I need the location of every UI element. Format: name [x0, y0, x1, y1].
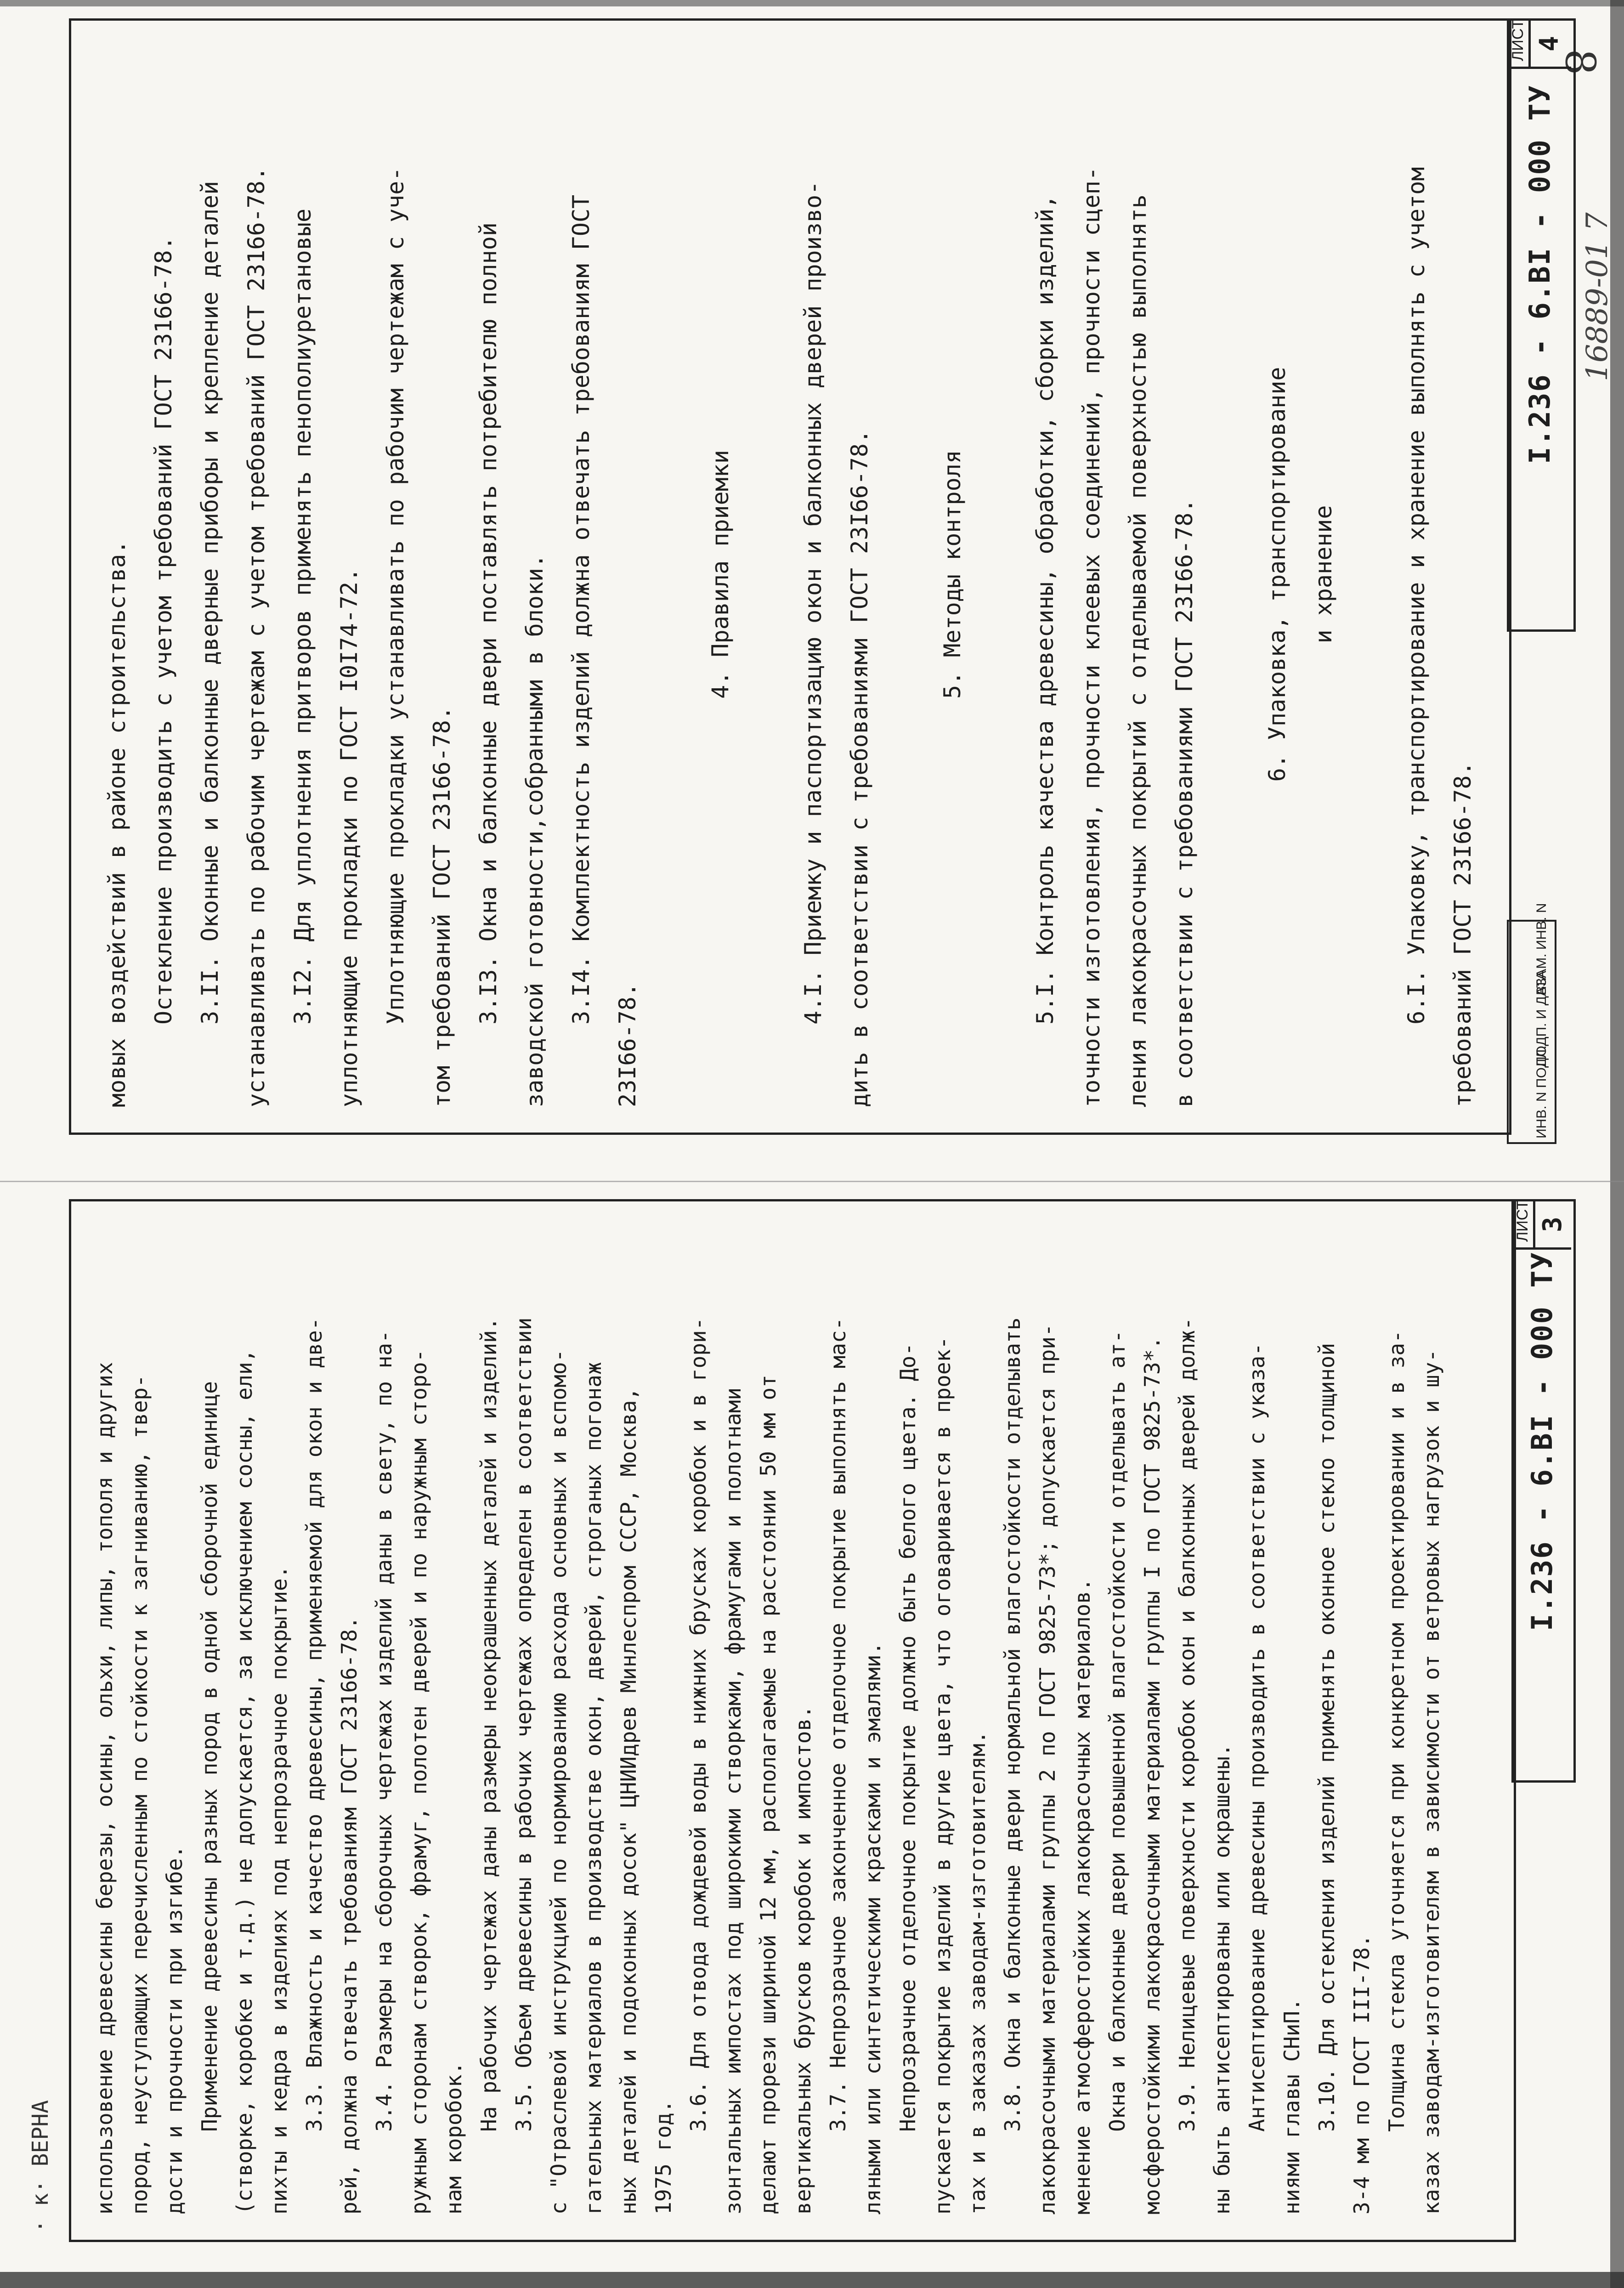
stamp-signature-date: ПОДП. И ДАТА	[1534, 970, 1549, 1066]
text-line: с "Отраслевой инструкцией по нормированию расхода основных и вспомо-	[546, 1349, 571, 2214]
sheet-number: 4	[1534, 36, 1564, 51]
stamp-replacement-inv: ВЗАМ. ИНВ. N	[1534, 903, 1549, 995]
blank-line	[744, 41, 790, 1107]
blank-line	[883, 41, 929, 1107]
text-line: 1975 год.	[651, 2100, 676, 2214]
text-line: Толщина стекла уточняется при конкретном проектировании и в за-	[1384, 1330, 1409, 2132]
text-line: 3.I2. Для уплотнения притворов применять пенополиуретановые	[289, 208, 316, 1025]
text-line: 3-4 мм по ГОСТ III-78.	[1349, 1934, 1374, 2214]
text-line: гательных материалов в производстве окон, дверей, строганых погонаж	[581, 1362, 606, 2214]
text-line: ниями главы СНиП.	[1279, 1998, 1304, 2214]
text-line: На рабочих чертежах даны размеры неокрашенных деталей и изделий.	[476, 1317, 501, 2132]
text-line: ляными или синтетическими красками и эмалями.	[860, 1642, 885, 2214]
text-line: дости и прочности при изгибе.	[162, 1845, 187, 2214]
text-line: пород, неуступающих перечисленным по стойкости к загниванию, твер-	[127, 1375, 152, 2214]
text-line: Остекление производить с учетом требований ГОСТ 23166-78.	[150, 236, 177, 1025]
handwritten-registration-note: 16889-01 7	[1580, 212, 1614, 381]
scan-edge-top	[0, 0, 1624, 6]
right-page-body	[94, 41, 1486, 1107]
text-line: лакокрасочными материалами группы 2 по ГОСТ 9825-73*; допускается при-	[1035, 1324, 1060, 2214]
right-sheet-box	[1509, 21, 1571, 69]
text-line: заводской готовности,собранными в блоки.	[521, 554, 548, 1107]
sheet-label: ЛИСТ	[1514, 1200, 1531, 1242]
page-fold-line	[0, 1181, 1624, 1182]
text-line: устанавливать по рабочим чертежам с учетом требований ГОСТ 23166-78.	[243, 167, 270, 1107]
sheet-box-divider	[1528, 21, 1531, 67]
sheet-number: 3	[1538, 1217, 1567, 1232]
text-line: менение атмосферостойких лакокрасочных материалов.	[1070, 1578, 1095, 2214]
text-line: 3.5. Объем древесины в рабочих чертежах определен в соответствии	[511, 1317, 536, 2132]
text-line: Непрозрачное отделочное покрытие должно быть белого цвета. До-	[895, 1342, 920, 2132]
text-line: 6.I. Упаковку, транспортирование и хранение выполнять с учетом	[1403, 167, 1430, 1025]
text-line: ружным сторонам створок, фрамуг, полотен дверей и по наружным сторо-	[407, 1349, 431, 2214]
text-line: 23I66-78.	[614, 983, 641, 1107]
text-line: Антисептирование древесины производить в соответствии с указа-	[1245, 1342, 1269, 2132]
text-line: том требований ГОСТ 23166-78.	[429, 706, 455, 1107]
blank-line	[976, 41, 1022, 1107]
text-line: 4.I. Приемку и паспортизацию окон и балконных дверей произво-	[800, 181, 826, 1025]
text-line: рей, должна отвечать требованиям ГОСТ 23166-78.	[337, 1616, 362, 2214]
text-line: вертикальных брусков коробок и импостов.	[791, 1705, 815, 2214]
text-line: 3.9. Нелицевые поверхности коробок окон и балконных дверей долж-	[1175, 1317, 1200, 2132]
text-line: мовых воздействий в районе строительства.	[104, 540, 130, 1107]
text-line: 3.3. Влажность и качество древесины, применяемой для окон и две-	[302, 1317, 327, 2132]
left-doc-code: I.236 - 6.BI - 000 ТУ	[1525, 1252, 1559, 1631]
blank-line	[651, 41, 697, 1107]
text-line: пихты и кедра в изделиях под непрозрачное покрытие.	[267, 1565, 292, 2214]
text-line: мосферостойкими лакокрасочными материалами группы I по ГОСТ 9825-73*.	[1140, 1337, 1165, 2214]
text-line: 3.I4. Комплектность изделий должна отвечать требованиям ГОСТ	[568, 194, 594, 1025]
text-line: требований ГОСТ 23I66-78.	[1449, 761, 1476, 1107]
text-line: ления лакокрасочных покрытий с отделываемой поверхностью выполнять	[1125, 194, 1151, 1107]
section-heading: 6. Упаковка, транспортирование	[1264, 367, 1290, 782]
sheet-box-divider	[1533, 1201, 1535, 1247]
text-line: 5.I. Контроль качества древесины, обработки, сборки изделий,	[1032, 194, 1058, 1025]
text-line: 3.8. Окна и балконные двери нормальной влагостойкости отделывать	[1000, 1317, 1025, 2132]
text-line: ны быть антисептированы или окрашены.	[1210, 1744, 1234, 2214]
blank-line	[1347, 41, 1393, 1107]
text-line: казах заводам-изготовителям в зависимости от ветровых нагрузок и шу-	[1419, 1349, 1444, 2214]
text-line: использовение древесины березы, осины, ольхи, липы, тополя и других	[92, 1362, 117, 2214]
corner-mark: · к· ВЕРНА	[28, 2100, 53, 2233]
text-line: зонтальных импостах под широкими створками, фрамугами и полотнами	[721, 1387, 746, 2214]
scan-edge-bottom	[0, 2272, 1624, 2288]
left-page-body	[87, 1213, 1449, 2214]
text-line: в соответствии с требованиями ГОСТ 23I66-78.	[1171, 498, 1198, 1107]
text-line: Окна и балконные двери повышенной влагостойкости отделывать ат-	[1105, 1330, 1130, 2132]
text-line: 3.4. Размеры на сборочных чертежах изделий даны в свету, по на-	[372, 1330, 396, 2132]
text-line: Уплотняющие прокладки устанавливать по рабочим чертежам с уче-	[382, 167, 409, 1025]
text-line: 3.I3. Окна и балконные двери поставлять потребителю полной	[475, 222, 502, 1025]
sheet-label: ЛИСТ	[1509, 19, 1527, 61]
text-line: уплотняющие прокладки по ГОСТ I0I74-72.	[336, 568, 362, 1107]
text-line: ных деталей и подоконных досок" ЦНИИдрев Минлеспром СССР, Москва,	[616, 1387, 641, 2214]
text-line: 3.II. Оконные и балконные дверные приборы и крепление деталей	[197, 181, 223, 1025]
blank-line	[1208, 41, 1254, 1107]
section-heading: и хранение	[1310, 505, 1337, 644]
approval-stamp-column	[1507, 903, 1556, 1144]
text-line: 3.10. Для остекления изделий применять оконное стекло толщиной	[1314, 1342, 1339, 2132]
text-line: (створке, коробке и т.д.) не допускается, за исключением сосны, ели,	[232, 1349, 257, 2214]
section-heading: 5. Методы контроля	[939, 450, 966, 699]
text-line: делают прорези шириной 12 мм, располагаемые на расстоянии 50 мм от	[756, 1375, 781, 2214]
text-line: Применение древесины разных пород в одной сборочной единице	[197, 1381, 222, 2132]
handwritten-sheet-number: 8	[1556, 49, 1605, 75]
text-line: нам коробок.	[441, 2061, 466, 2214]
text-line: тах и в заказах заводам-изготовителям.	[965, 1731, 990, 2214]
text-line: дить в соответствии с требованиями ГОСТ 23I66-78.	[846, 429, 873, 1107]
stamp-inv-number: ИНВ. N ПОДЛ.	[1534, 1045, 1549, 1138]
text-line: 3.7. Непрозрачное законченное отделочное покрытие выполнять мас-	[826, 1317, 850, 2132]
right-doc-code: I.236 - 6.BI - 000 ТУ	[1523, 85, 1556, 464]
text-line: 3.6. Для отвода дождевой воды в нижних брусках коробок и в гори-	[686, 1317, 711, 2132]
left-sheet-box	[1514, 1201, 1571, 1250]
text-line: точности изготовления, прочности клеевых соединений, прочности сцеп-	[1078, 167, 1105, 1107]
text-line: пускается покрытие изделий в другие цвета, что оговаривается в проек-	[930, 1337, 955, 2214]
section-heading: 4. Правила приемки	[707, 450, 734, 699]
